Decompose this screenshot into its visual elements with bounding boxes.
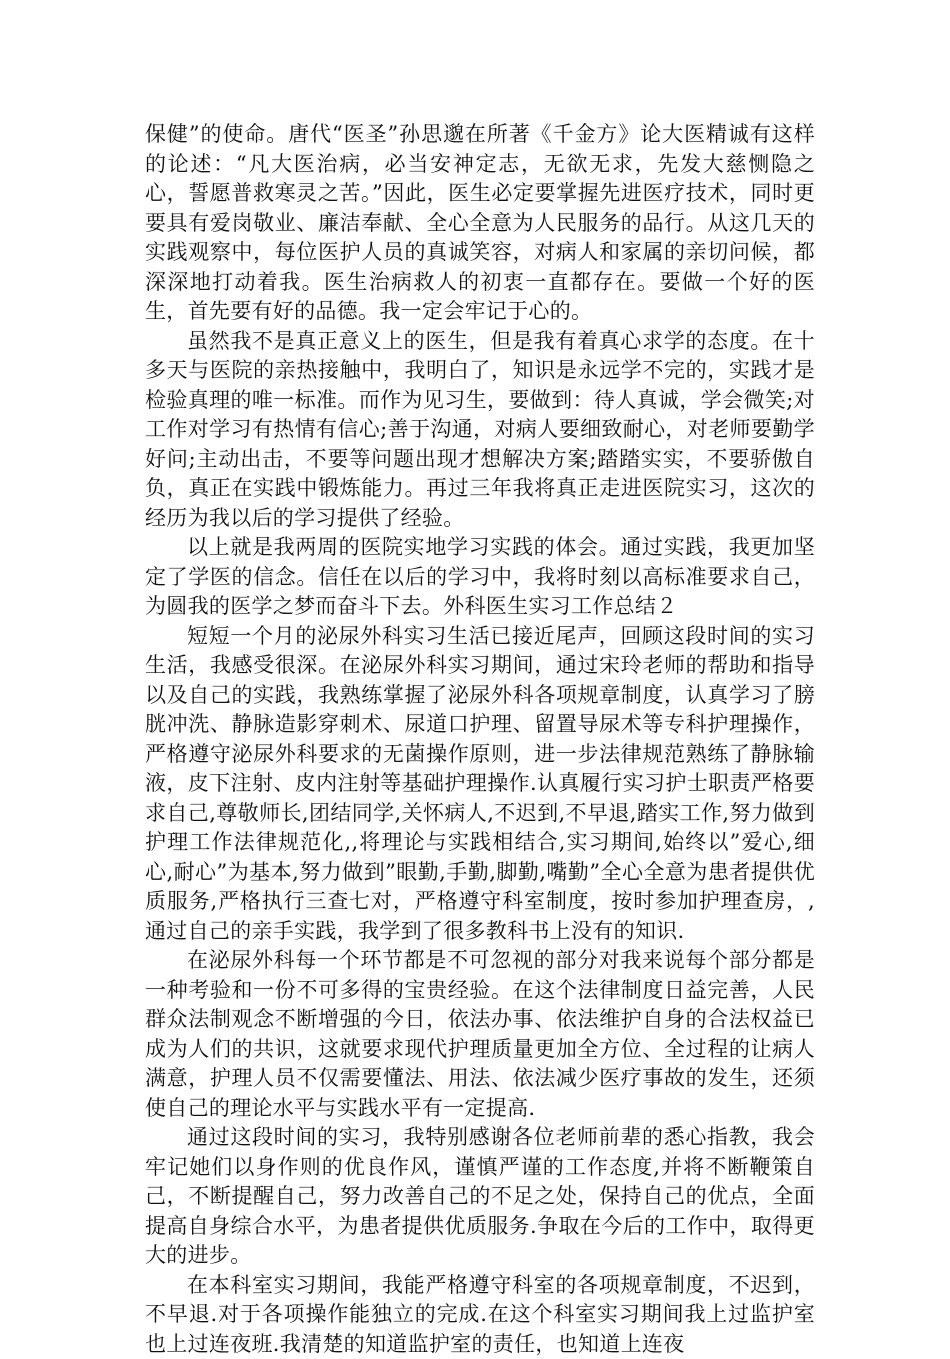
paragraph-6: 通过这段时间的实习，我特别感谢各位老师前辈的悉心指教，我会牢记她们以身作则的优良作风，谨慎严谨的工作态度,并将不断鞭策自己，不断提醒自己，努力改善自己的不足之处，保持自己的优点，全面提高自身综合水平，为患者提供优质服务.争取在今后的工作中，取得更大的进步。: [145, 1123, 815, 1271]
paragraph-1: 保健”的使命。唐代“医圣”孙思邈在所著《千金方》论大医精诚有这样的论述：“凡大医治病，必当安神定志，无欲无求，先发大慈恻隐之心，誓愿普救寒灵之苦。”因此，医生必定要掌握先进医疗技术，同时更要具有爱岗敬业、廉洁奉献、全心全意为人民服务的品行。从这几天的实践观察中，每位医护人员的真诚笑容，对病人和家属的亲切问候，都深深地打动着我。医生治病救人的初衷一直都存在。要做一个好的医生，首先要有好的品德。我一定会牢记于心的。: [145, 120, 815, 327]
paragraph-4: 短短一个月的泌尿外科实习生活已接近尾声，回顾这段时间的实习生活，我感受很深。在泌尿外科实习期间，通过宋玲老师的帮助和指导以及自己的实践，我熟练掌握了泌尿外科各项规章制度，认真学习了膀胱冲洗、静脉造影穿刺术、尿道口护理、留置导尿术等专科护理操作，严格遵守泌尿外科要求的无菌操作原则，进一步法律规范熟练了静脉输液，皮下注射、皮内注射等基础护理操作.认真履行实习护士职责严格要求自己,尊敬师长,团结同学,关怀病人,不迟到,不早退,踏实工作,努力做到护理工作法律规范化,,将理论与实践相结合,实习期间,始终以”爱心,细心,耐心”为基本,努力做到”眼勤,手勤,脚勤,嘴勤”全心全意为患者提供优质服务,严格执行三查七对，严格遵守科室制度，按时参加护理查房，,通过自己的亲手实践，我学到了很多教科书上没有的知识.: [145, 622, 815, 947]
paragraph-2: 虽然我不是真正意义上的医生，但是我有着真心求学的态度。在十多天与医院的亲热接触中，我明白了，知识是永远学不完的，实践才是检验真理的唯一标准。而作为见习生，要做到：待人真诚，学会微笑;对工作对学习有热情有信心;善于沟通，对病人要细致耐心，对老师要勤学好问;主动出击，不要等问题出现才想解决方案;踏踏实实，不要骄傲自负，真正在实践中锻炼能力。再过三年我将真正走进医院实习，这次的经历为我以后的学习提供了经验。: [145, 327, 815, 534]
document-body: [145, 120, 815, 1359]
paragraph-7: 在本科室实习期间，我能严格遵守科室的各项规章制度，不迟到，不早退.对于各项操作能独立的完成.在这个科室实习期间我上过监护室也上过连夜班.我清楚的知道监护室的责任，也知道上连夜: [145, 1271, 815, 1359]
paragraph-3: 以上就是我两周的医院实地学习实践的体会。通过实践，我更加坚定了学医的信念。信任在以后的学习中，我将时刻以高标准要求自己，为圆我的医学之梦而奋斗下去。外科医生实习工作总结２: [145, 533, 815, 622]
paragraph-5: 在泌尿外科每一个环节都是不可忽视的部分对我来说每个部分都是一种考验和一份不可多得的宝贵经验。在这个法律制度日益完善，人民群众法制观念不断增强的今日，依法办事、依法维护自身的合法权益已成为人们的共识，这就要求现代护理质量更加全方位、全过程的让病人满意，护理人员不仅需要懂法、用法、依法减少医疗事故的发生，还须使自己的理论水平与实践水平有一定提高.: [145, 946, 815, 1123]
